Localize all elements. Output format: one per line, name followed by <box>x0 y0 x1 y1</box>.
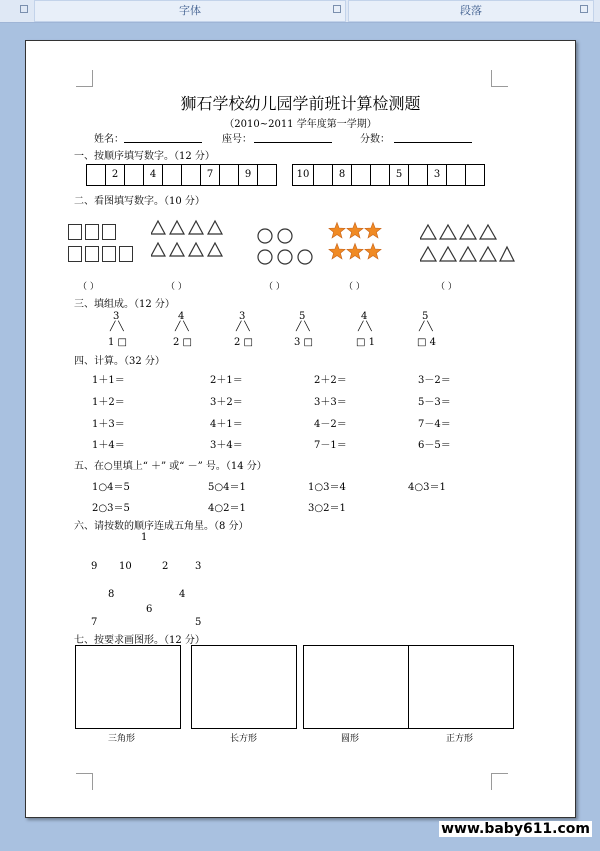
number-cell[interactable] <box>466 165 484 185</box>
square-shape <box>102 224 116 240</box>
star-point-number: 6 <box>146 604 153 615</box>
composition-branch: ╱ ╲ <box>358 322 372 332</box>
square-shape <box>102 246 116 262</box>
crop-mark <box>76 773 93 790</box>
sign-problem[interactable]: 1○4＝5 <box>92 482 130 493</box>
shape-label: 长方形 <box>230 734 258 744</box>
triangle-shape <box>440 225 456 239</box>
section-1-heading: 一、按顺序填写数字。（12 分） <box>74 151 215 162</box>
composition-total: 5 <box>299 311 306 322</box>
star-point-number: 2 <box>162 561 169 572</box>
score-label: 分数： <box>360 134 390 145</box>
number-cell[interactable] <box>125 165 144 185</box>
doc-subtitle: （2010~2011 学年度第一学期） <box>224 119 377 130</box>
calc-problem: 3＋4＝ <box>210 440 243 451</box>
circle-group <box>256 227 318 271</box>
sign-problem[interactable]: 3○2＝1 <box>308 503 346 514</box>
number-cell[interactable] <box>258 165 276 185</box>
triangle-group <box>420 223 515 267</box>
composition-total: 5 <box>422 311 429 322</box>
calc-problem: 3－2＝ <box>418 375 451 386</box>
composition-parts[interactable]: □ 1 <box>356 337 375 348</box>
answer-blank[interactable]: （ ） <box>436 282 457 292</box>
triangle-shape <box>189 243 203 256</box>
drawing-box-rectangle[interactable] <box>191 645 297 729</box>
calc-problem: 2＋2＝ <box>314 375 347 386</box>
triangle-shape <box>500 247 514 261</box>
calc-problem: 2＋1＝ <box>210 375 243 386</box>
star-shape <box>329 244 345 259</box>
composition-parts[interactable]: 1 □ <box>108 337 127 348</box>
triangle-shape <box>208 243 222 256</box>
square-shape <box>119 246 133 262</box>
section-3-heading: 三、填组成。（12 分） <box>74 299 175 310</box>
composition-branch: ╱ ╲ <box>175 322 189 332</box>
star-point-number: 8 <box>108 589 115 600</box>
number-cell[interactable] <box>314 165 333 185</box>
triangle-shape <box>480 247 496 261</box>
drawing-box-square[interactable] <box>408 645 514 729</box>
composition-total: 3 <box>239 311 246 322</box>
calc-problem: 7－4＝ <box>418 419 451 430</box>
document-page[interactable] <box>25 40 576 818</box>
composition-total: 4 <box>178 311 185 322</box>
number-cell[interactable]: 2 <box>106 165 125 185</box>
square-shape <box>85 224 99 240</box>
drawing-box-circle[interactable] <box>303 645 409 729</box>
name-field[interactable] <box>124 142 202 143</box>
number-cell[interactable] <box>409 165 428 185</box>
seat-label: 座号： <box>222 134 252 145</box>
number-cell[interactable] <box>163 165 182 185</box>
number-cell[interactable] <box>371 165 390 185</box>
circle-shape <box>298 250 312 264</box>
triangle-shape <box>151 243 165 256</box>
composition-parts[interactable]: 2 □ <box>173 337 192 348</box>
triangle-shape <box>420 247 436 261</box>
triangle-shape <box>440 247 456 261</box>
calc-problem: 5－3＝ <box>418 397 451 408</box>
star-point-number: 4 <box>179 589 186 600</box>
number-cell[interactable]: 10 <box>293 165 314 185</box>
composition-parts[interactable]: 3 □ <box>294 337 313 348</box>
composition-parts[interactable]: 2 □ <box>234 337 253 348</box>
star-shape <box>329 223 345 238</box>
number-cell[interactable]: 4 <box>144 165 163 185</box>
calc-problem: 1＋2＝ <box>92 397 125 408</box>
crop-mark <box>491 70 508 87</box>
star-shape <box>347 223 363 238</box>
crop-mark <box>76 70 93 87</box>
dialog-launcher-icon[interactable] <box>20 5 28 13</box>
dialog-launcher-icon[interactable] <box>333 5 341 13</box>
score-field[interactable] <box>394 142 472 143</box>
number-cell[interactable] <box>87 165 106 185</box>
section-7-heading: 七、按要求画图形。（12 分） <box>74 635 205 646</box>
star-point-number: 10 <box>119 561 132 572</box>
star-point-number: 7 <box>91 617 98 628</box>
composition-branch: ╱ ╲ <box>236 322 250 332</box>
number-row-2 <box>292 164 485 186</box>
calc-problem: 1＋3＝ <box>92 419 125 430</box>
square-shape <box>68 246 82 262</box>
composition-parts[interactable]: □ 4 <box>417 337 436 348</box>
answer-blank[interactable]: （ ） <box>264 282 285 292</box>
answer-blank[interactable]: （ ） <box>344 282 365 292</box>
answer-blank[interactable]: （ ） <box>78 282 99 292</box>
number-cell[interactable]: 5 <box>390 165 409 185</box>
section-6-heading: 六、请按数的顺序连成五角星。（8 分） <box>74 521 249 532</box>
triangle-shape <box>189 221 203 234</box>
ribbon-bar <box>0 0 600 23</box>
star-point-number: 5 <box>195 617 202 628</box>
drawing-box-triangle[interactable] <box>75 645 181 729</box>
triangle-shape <box>480 225 496 239</box>
section-5-heading: 五、在○里填上“ ＋” 或“ －” 号。（14 分） <box>74 461 267 472</box>
calc-problem: 1＋4＝ <box>92 440 125 451</box>
dialog-launcher-icon[interactable] <box>580 5 588 13</box>
star-shape <box>365 244 381 259</box>
star-point-number: 9 <box>91 561 98 572</box>
sign-problem[interactable]: 1○3＝4 <box>308 482 346 493</box>
seat-field[interactable] <box>254 142 332 143</box>
shape-label: 圆形 <box>341 734 360 744</box>
site-watermark: www.baby611.com <box>441 821 590 837</box>
answer-blank[interactable]: （ ） <box>166 282 187 292</box>
ribbon-group-paragraph-label: 段落 <box>460 4 482 17</box>
calc-problem: 3＋3＝ <box>314 397 347 408</box>
triangle-shape <box>170 243 184 256</box>
number-cell[interactable]: 8 <box>333 165 352 185</box>
triangle-shape <box>170 221 184 234</box>
triangle-shape <box>151 221 165 234</box>
calc-problem: 4＋1＝ <box>210 419 243 430</box>
number-row-1 <box>86 164 277 186</box>
triangle-shape <box>420 225 436 239</box>
number-cell[interactable]: 9 <box>239 165 258 185</box>
composition-branch: ╱ ╲ <box>110 322 124 332</box>
section-2-heading: 二、看图填写数字。（10 分） <box>74 196 205 207</box>
composition-branch: ╱ ╲ <box>296 322 310 332</box>
name-label: 姓名： <box>94 134 124 145</box>
triangle-shape <box>460 247 476 261</box>
composition-total: 3 <box>113 311 120 322</box>
star-point-number: 3 <box>195 561 202 572</box>
number-cell[interactable] <box>220 165 239 185</box>
ribbon-group-paragraph[interactable] <box>348 0 594 22</box>
calc-problem: 6－5＝ <box>418 440 451 451</box>
circle-shape <box>258 229 272 243</box>
number-cell[interactable] <box>182 165 201 185</box>
crop-mark <box>491 773 508 790</box>
circle-shape <box>278 250 292 264</box>
doc-title: 狮石学校幼儿园学前班计算检测题 <box>180 94 421 113</box>
composition-branch: ╱ ╲ <box>419 322 433 332</box>
calc-problem: 1＋1＝ <box>92 375 125 386</box>
shape-label: 三角形 <box>108 734 136 744</box>
calc-problem: 3＋2＝ <box>210 397 243 408</box>
sign-problem[interactable]: 4○2＝1 <box>208 503 246 514</box>
circle-shape <box>278 229 292 243</box>
ribbon-group-font[interactable] <box>34 0 346 22</box>
composition-total: 4 <box>361 311 368 322</box>
star-shape <box>365 223 381 238</box>
number-cell[interactable]: 3 <box>428 165 447 185</box>
section-4-heading: 四、计算。（32 分） <box>74 356 165 367</box>
number-cell[interactable] <box>447 165 466 185</box>
square-shape <box>68 224 82 240</box>
triangle-shape <box>460 225 476 239</box>
triangle-group <box>151 219 231 267</box>
calc-problem: 7－1＝ <box>314 440 347 451</box>
square-shape <box>85 246 99 262</box>
star-point-number: 1 <box>141 532 148 543</box>
star-group <box>328 220 388 264</box>
calc-problem: 4－2＝ <box>314 419 347 430</box>
star-shape <box>347 244 363 259</box>
circle-shape <box>258 250 272 264</box>
triangle-shape <box>208 221 222 234</box>
number-cell[interactable]: 7 <box>201 165 220 185</box>
sign-problem[interactable]: 5○4＝1 <box>208 482 246 493</box>
shape-label: 正方形 <box>446 734 474 744</box>
sign-problem[interactable]: 2○3＝5 <box>92 503 130 514</box>
sign-problem[interactable]: 4○3＝1 <box>408 482 446 493</box>
number-cell[interactable] <box>352 165 371 185</box>
ribbon-group-font-label: 字体 <box>179 4 201 17</box>
